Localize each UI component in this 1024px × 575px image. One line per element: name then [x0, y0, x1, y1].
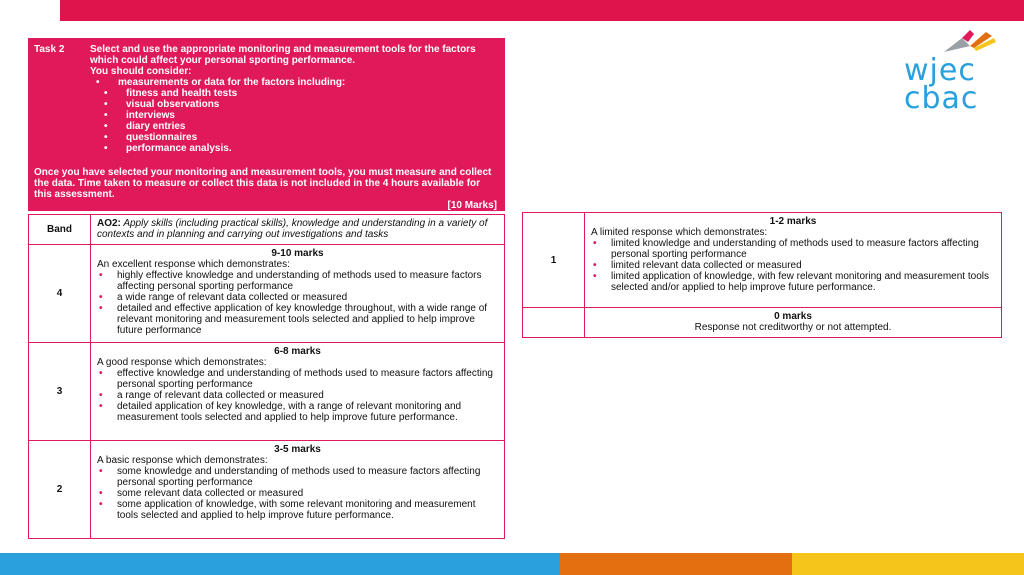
logo-text-cbac: cbac	[904, 81, 979, 116]
band-descriptor	[585, 213, 1002, 308]
band-number: 3	[29, 343, 91, 441]
band-intro: A good response which demonstrates:	[97, 357, 267, 368]
band-point: • some relevant data collected or measured	[97, 488, 498, 499]
band-number: 2	[29, 441, 91, 539]
factor-item: • interviews	[98, 110, 495, 121]
band-points	[97, 368, 498, 423]
rubric-header-row	[29, 215, 505, 245]
task-bullet-list	[90, 77, 495, 88]
task-body	[90, 44, 495, 154]
band-marks: 6-8 marks	[274, 346, 321, 357]
task-box	[28, 38, 505, 211]
band-point: • limited relevant data collected or measured	[591, 260, 995, 271]
band-intro: An excellent response which demonstrates:	[97, 259, 290, 270]
band-point: • detailed application of key knowledge, with a range of relevant monitoring and measurement tools selected and applied to help improve future performance.	[97, 401, 498, 423]
top-accent-bar	[60, 0, 1024, 21]
band-marks: 3-5 marks	[274, 444, 321, 455]
band-descriptor	[91, 245, 505, 343]
factor-list	[90, 88, 495, 154]
band-row	[523, 213, 1002, 308]
band-header: Band	[29, 215, 91, 245]
band-intro: A limited response which demonstrates:	[591, 227, 768, 238]
band-number: 1	[523, 213, 585, 308]
band-points	[97, 270, 498, 336]
band-marks: 1-2 marks	[769, 216, 817, 227]
ao2-header	[91, 215, 505, 245]
band-points	[591, 238, 995, 293]
band-point: • effective knowledge and understanding of methods used to measure factors affecting personal sporting performance	[97, 368, 498, 390]
band-point: • a wide range of relevant data collected or measured	[97, 292, 498, 303]
band-marks: 9-10 marks	[271, 248, 324, 259]
bottom-bar-segment	[270, 553, 560, 575]
rubric-table-right	[522, 212, 1002, 338]
ao2-label: AO2:	[97, 218, 121, 229]
zero-text: Response not creditworthy or not attempted.	[694, 322, 892, 333]
band-point: • highly effective knowledge and understanding of methods used to measure factors affecting personal sporting performance	[97, 270, 498, 292]
task-intro: Select and use the appropriate monitoring and measurement tools for the factors which could affect your personal sporting performance.	[90, 44, 476, 66]
logo-text-wjec: wjec	[904, 53, 976, 88]
factor-item: • diary entries	[98, 121, 495, 132]
ao2-text: Apply skills (including practical skills), knowledge and understanding in a variety of contexts and in planning and carrying out investigations and tasks	[97, 218, 488, 240]
factor-item: • performance analysis.	[98, 143, 495, 154]
rubric-table-left	[28, 214, 505, 539]
band-points	[97, 466, 498, 521]
zero-descriptor	[585, 308, 1002, 338]
wjec-cbac-logo	[904, 28, 1004, 118]
task-label: Task 2	[34, 44, 65, 55]
band-row	[29, 441, 505, 539]
band-number: 4	[29, 245, 91, 343]
band-descriptor	[91, 343, 505, 441]
task-bullet: • measurements or data for the factors including:	[90, 77, 495, 88]
bottom-bar-segment	[792, 553, 1024, 575]
band-row	[29, 343, 505, 441]
task-consider: You should consider:	[90, 66, 192, 77]
band-intro: A basic response which demonstrates:	[97, 455, 268, 466]
band-descriptor	[91, 441, 505, 539]
band-point: • detailed and effective application of key knowledge throughout, with a wide range of relevant monitoring and measurement tools selected and applied to help improve future performance	[97, 303, 498, 336]
band-row	[29, 245, 505, 343]
zero-row	[523, 308, 1002, 338]
band-point: • limited application of knowledge, with few relevant monitoring and measurement tools selected and/or applied to help improve future performance.	[591, 271, 995, 293]
task-footer: Once you have selected your monitoring and measurement tools, you must measure and collect the data. Time taken to measure or collect this data is not included in the 4 hours available for this assessment.	[34, 167, 492, 200]
band-point: • some application of knowledge, with some relevant monitoring and measurement tools selected and applied to help improve future performance.	[97, 499, 498, 521]
bottom-color-bar	[0, 553, 1024, 575]
bottom-bar-segment	[0, 553, 270, 575]
band-point: • a range of relevant data collected or measured	[97, 390, 498, 401]
band-point: • some knowledge and understanding of methods used to measure factors affecting personal sporting performance	[97, 466, 498, 488]
factor-item: • visual observations	[98, 99, 495, 110]
zero-band-cell	[523, 308, 585, 338]
factor-item: • questionnaires	[98, 132, 495, 143]
factor-item: • fitness and health tests	[98, 88, 495, 99]
zero-marks: 0 marks	[774, 311, 812, 322]
task-marks: [10 Marks]	[447, 200, 497, 211]
bottom-bar-segment	[560, 553, 792, 575]
band-point: • limited knowledge and understanding of methods used to measure factors affecting personal sporting performance	[591, 238, 995, 260]
